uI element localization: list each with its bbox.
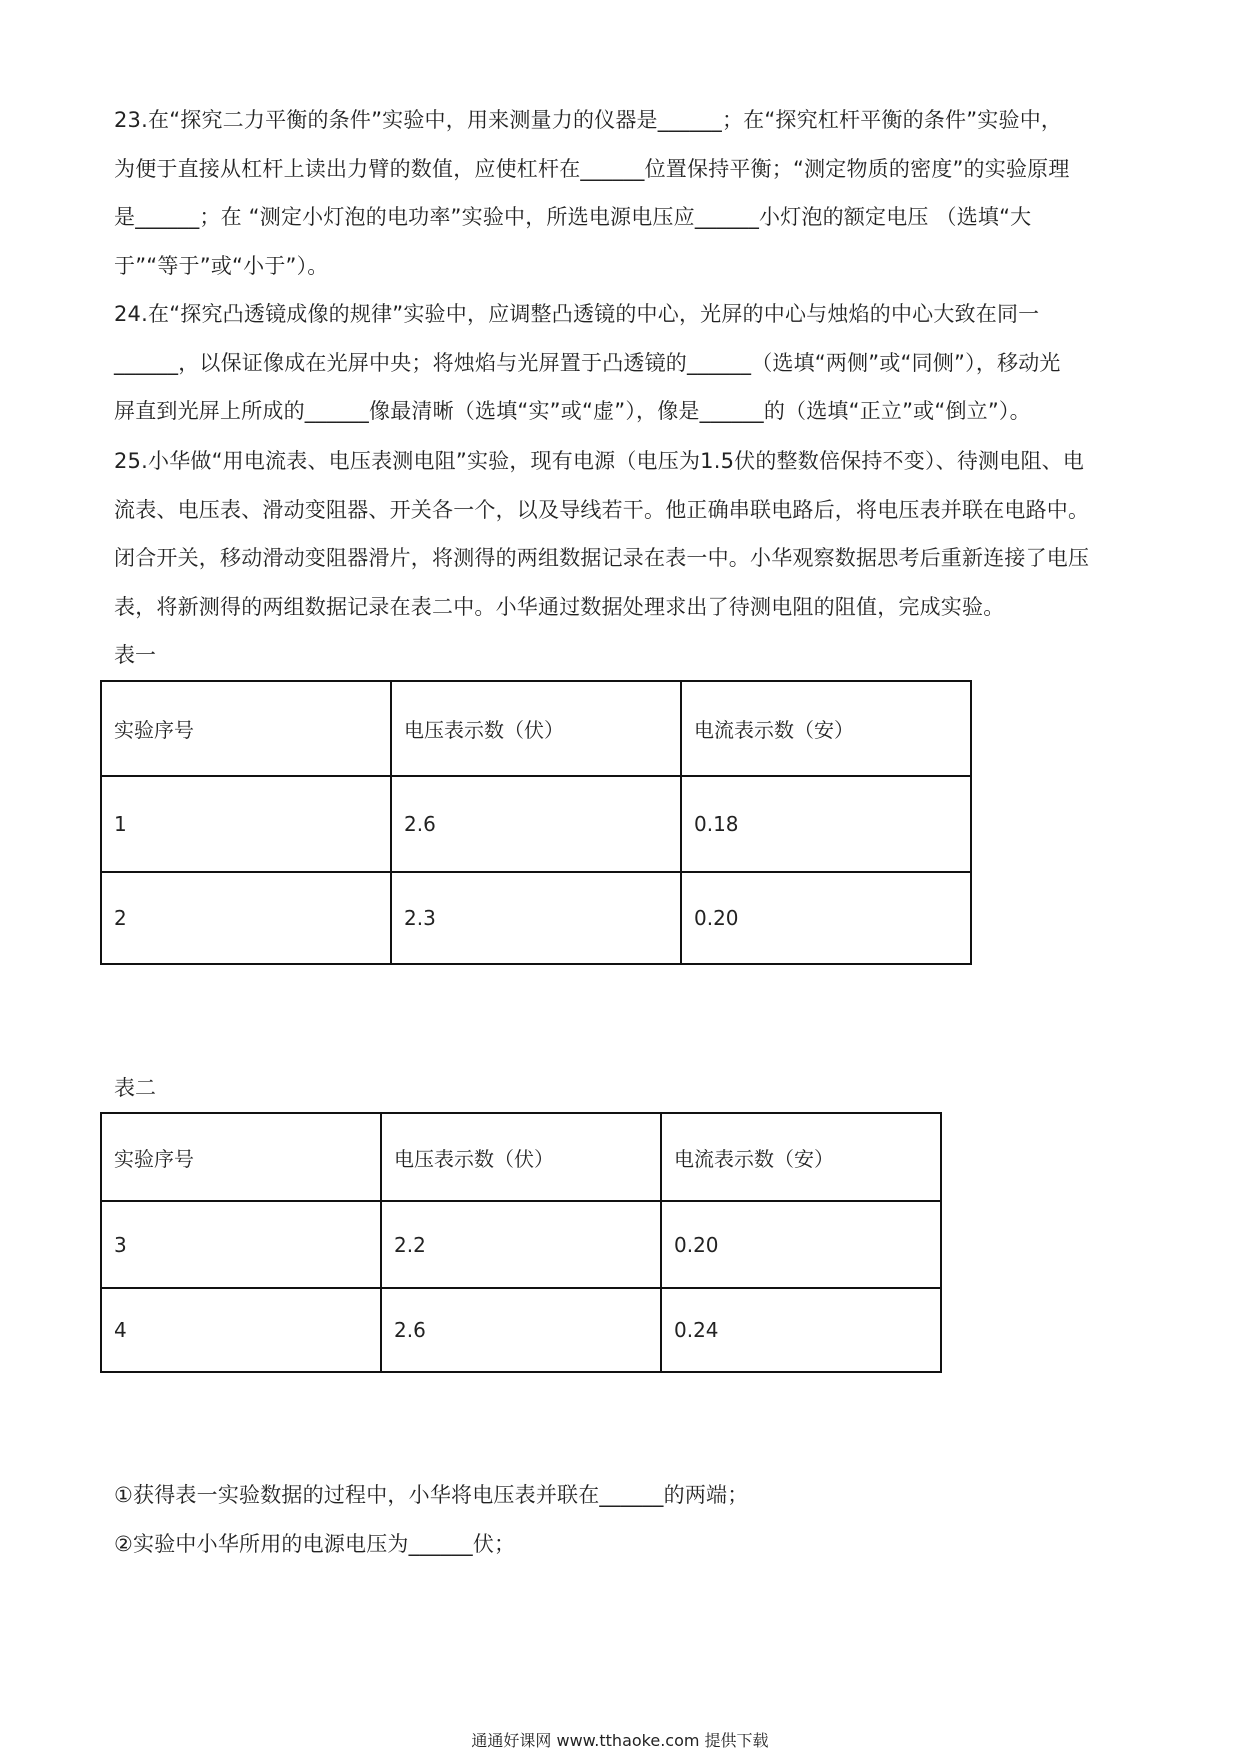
question-24-line: ______，以保证像成在光屏中央；将烛焰与光屏置于凸透镜的______（选填“两侧”或“同侧”），移动光 bbox=[114, 350, 1061, 375]
question-24-line: 24.在“探究凸透镜成像的规律”实验中，应调整凸透镜的中心，光屏的中心与烛焰的中心大致在同一 bbox=[114, 302, 1040, 326]
table-1-caption: 表一 bbox=[114, 643, 156, 667]
question-24 bbox=[114, 290, 1134, 436]
table-header-cell: 电流表示数（安） bbox=[681, 681, 971, 776]
table-cell: 2.2 bbox=[381, 1201, 661, 1288]
table-header-cell: 电压表示数（伏） bbox=[391, 681, 681, 776]
table-cell: 0.20 bbox=[661, 1201, 941, 1288]
table-2-caption: 表二 bbox=[114, 1076, 156, 1100]
table-header-cell: 电压表示数（伏） bbox=[381, 1113, 661, 1201]
table-header-cell: 实验序号 bbox=[101, 1113, 381, 1201]
table-cell: 2.3 bbox=[391, 872, 681, 964]
table-cell: 2.6 bbox=[381, 1288, 661, 1372]
table-row bbox=[101, 1201, 941, 1288]
question-25-line: 闭合开关，移动滑动变阻器滑片，将测得的两组数据记录在表一中。小华观察数据思考后重新连接了电压 bbox=[114, 546, 1090, 570]
question-25 bbox=[114, 437, 1134, 631]
table-header-row bbox=[101, 1113, 941, 1201]
question-23-line: 23.在“探究二力平衡的条件”实验中，用来测量力的仪器是______；在“探究杠杆平衡的条件”实验中， bbox=[114, 108, 1063, 132]
question-23-line: 为便于直接从杠杆上读出力臂的数值，应使杠杆在______位置保持平衡；“测定物质的密度”的实验原理 bbox=[114, 156, 1070, 181]
table-header-cell: 实验序号 bbox=[101, 681, 391, 776]
table-cell: 0.24 bbox=[661, 1288, 941, 1372]
table-cell: 2 bbox=[101, 872, 391, 964]
table-cell: 1 bbox=[101, 776, 391, 872]
sub-question-1: ①获得表一实验数据的过程中，小华将电压表并联在______的两端； bbox=[114, 1483, 749, 1507]
sub-question-2: ②实验中小华所用的电源电压为______伏； bbox=[114, 1531, 516, 1556]
table-header-row bbox=[101, 681, 971, 776]
question-23 bbox=[114, 96, 1134, 290]
question-25-line: 流表、电压表、滑动变阻器、开关各一个，以及导线若干。他正确串联电路后，将电压表并联在电路中。 bbox=[114, 497, 1090, 522]
question-25-line: 25.小华做“用电流表、电压表测电阻”实验，现有电源（电压为1.5伏的整数倍保持不变）、待测电阻、电 bbox=[114, 449, 1085, 473]
table-row bbox=[101, 1288, 941, 1372]
sub-questions bbox=[114, 1471, 1134, 1568]
table-header-cell: 电流表示数（安） bbox=[661, 1113, 941, 1201]
table-row bbox=[101, 872, 971, 964]
page-footer: 通通好课网 www.tthaoke.com 提供下载 bbox=[471, 1731, 769, 1750]
table-cell: 0.18 bbox=[681, 776, 971, 872]
table-row bbox=[101, 776, 971, 872]
question-23-line: 于”“等于”或“小于”）。 bbox=[114, 253, 329, 278]
data-table-1 bbox=[100, 680, 972, 965]
table-cell: 0.20 bbox=[681, 872, 971, 964]
table-cell: 4 bbox=[101, 1288, 381, 1372]
question-23-line: 是______；在 “测定小灯泡的电功率”实验中，所选电源电压应______小灯泡的额定电压 （选填“大 bbox=[114, 205, 1032, 229]
table-cell: 2.6 bbox=[391, 776, 681, 872]
data-table-2 bbox=[100, 1112, 942, 1373]
question-24-line: 屏直到光屏上所成的______像最清晰（选填“实”或“虚”），像是______的（选填“正立”或“倒立”）。 bbox=[114, 399, 1031, 423]
question-25-line: 表，将新测得的两组数据记录在表二中。小华通过数据处理求出了待测电阻的阻值，完成实验。 bbox=[114, 594, 1005, 619]
table-cell: 3 bbox=[101, 1201, 381, 1288]
